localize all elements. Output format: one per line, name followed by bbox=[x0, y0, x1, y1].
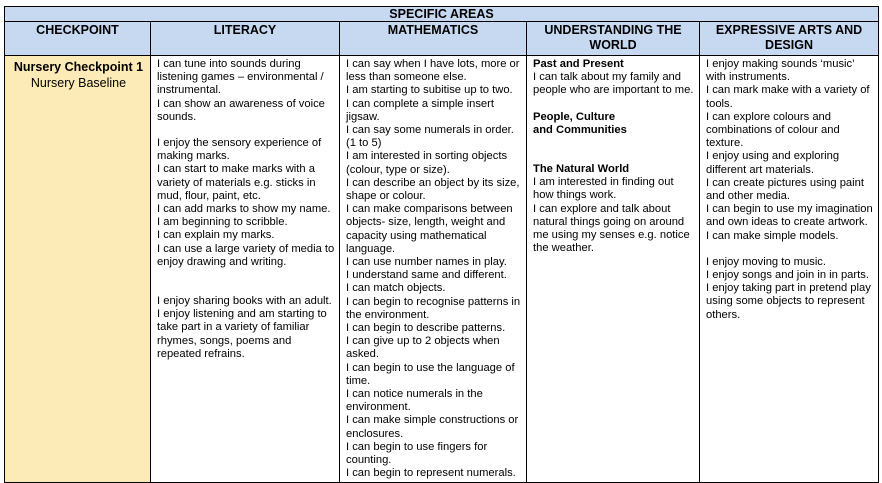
mathematics-statement: I understand same and different. bbox=[346, 269, 507, 282]
natural-world-text-2: I can explore and talk about natural things going on around me using my senses e.g. notice the weather. bbox=[533, 202, 693, 255]
header-understanding-the-world: UNDERSTANDING THE WORLD bbox=[527, 22, 700, 56]
mathematics-statement: I can notice numerals in the environment. bbox=[346, 388, 486, 414]
literacy-statement: I can show an awareness of voice sounds. bbox=[157, 97, 329, 123]
expressive-arts-cell bbox=[700, 56, 879, 483]
spacer bbox=[157, 282, 335, 295]
expressive-statement: I enjoy using and exploring different art materials. bbox=[706, 150, 843, 176]
literacy-statement: I enjoy the sensory experience of making marks. bbox=[157, 137, 325, 163]
mathematics-statement: I can describe an object by its size, shape or colour. bbox=[346, 176, 523, 203]
expressive-statement: I can explore colours and combinations of colour and texture. bbox=[706, 110, 843, 150]
mathematics-statement: I can make simple constructions or enclosures. bbox=[346, 414, 522, 440]
checkpoint-title: Nursery Checkpoint 1 bbox=[13, 60, 144, 74]
mathematics-statement: I can begin to recognise patterns in the environment. bbox=[346, 295, 524, 321]
mathematics-statement: I can use number names in play. bbox=[346, 256, 507, 269]
past-present-text: I can talk about my family and people who are important to me. bbox=[533, 71, 694, 97]
header-expressive-arts: EXPRESSIVE ARTS AND DESIGN bbox=[700, 22, 879, 56]
expressive-statement: I enjoy moving to music. bbox=[706, 255, 827, 268]
mathematics-statement: I am starting to subitise up to two. bbox=[346, 84, 513, 97]
expressive-statement: I can mark make with a variety of tools. bbox=[706, 84, 873, 110]
literacy-statement: I enjoy sharing books with an adult. bbox=[157, 295, 332, 308]
spacer bbox=[157, 124, 335, 137]
header-literacy: LITERACY bbox=[151, 22, 340, 56]
mathematics-statement: I can say when I have lots, more or less than someone else. bbox=[346, 58, 523, 84]
mathematics-statement: I can give up to 2 objects when asked. bbox=[346, 335, 503, 361]
literacy-statement: I can explain my marks. bbox=[157, 229, 275, 242]
header-mathematics: MATHEMATICS bbox=[340, 22, 527, 56]
literacy-statement: I can use a large variety of media to enjoy drawing and writing. bbox=[157, 242, 338, 268]
expressive-statement: I can make simple models. bbox=[706, 229, 839, 242]
literacy-cell bbox=[151, 56, 340, 483]
past-present-heading: Past and Present bbox=[533, 58, 624, 70]
table-title: SPECIFIC AREAS bbox=[5, 7, 879, 22]
literacy-statement: I enjoy listening and am starting to take part in a variety of familiar rhymes, songs, poems and repeated refrains. bbox=[157, 308, 330, 360]
checkpoint-subtitle: Nursery Baseline bbox=[30, 76, 127, 90]
header-checkpoint: CHECKPOINT bbox=[5, 22, 151, 56]
mathematics-statement: I can match objects. bbox=[346, 282, 446, 295]
mathematics-cell bbox=[340, 56, 527, 483]
mathematics-statement: I can say some numerals in order. (1 to 5) bbox=[346, 124, 517, 150]
mathematics-statement: I can begin to use the language of time. bbox=[346, 361, 518, 387]
literacy-statement: I can start to make marks with a variety of materials e.g. sticks in mud, flour, paint, etc. bbox=[157, 163, 319, 202]
literacy-statement: I am beginning to scribble. bbox=[157, 216, 288, 229]
natural-world-heading: The Natural World bbox=[533, 163, 630, 176]
people-culture-heading: People, Culture bbox=[533, 110, 616, 123]
expressive-statement: I enjoy making sounds ‘music’ with instruments. bbox=[706, 58, 858, 84]
spacer bbox=[157, 269, 335, 282]
mathematics-statement: I can make comparisons between objects- size, length, weight and capacity using mathematical language. bbox=[346, 203, 516, 255]
natural-world-text-1: I am interested in finding out how things work. bbox=[533, 176, 677, 202]
mathematics-statement: I can begin to represent numerals. bbox=[346, 467, 516, 480]
literacy-statement: I can add marks to show my name. bbox=[157, 203, 331, 216]
expressive-statement: I can create pictures using paint and other media. bbox=[706, 176, 868, 203]
specific-areas-table bbox=[4, 6, 879, 483]
mathematics-statement: I can begin to describe patterns. bbox=[346, 322, 506, 335]
expressive-statement: I can begin to use my imagination and own ideas to create artwork. bbox=[706, 203, 876, 229]
expressive-statement: I enjoy songs and join in in parts. bbox=[706, 269, 869, 282]
mathematics-statement: I am interested in sorting objects (colour, type or size). bbox=[346, 150, 511, 176]
expressive-statement: I enjoy taking part in pretend play using some objects to represent others. bbox=[706, 282, 874, 321]
literacy-statement: I can tune into sounds during listening games – environmental / instrumental. bbox=[157, 58, 327, 97]
communities-heading: and Communities bbox=[533, 123, 627, 136]
mathematics-statement: I can begin to use fingers for counting. bbox=[346, 440, 491, 467]
understanding-cell bbox=[527, 56, 700, 483]
mathematics-statement: I can complete a simple insert jigsaw. bbox=[346, 97, 498, 123]
spacer bbox=[706, 243, 874, 256]
checkpoint-cell bbox=[5, 56, 151, 483]
